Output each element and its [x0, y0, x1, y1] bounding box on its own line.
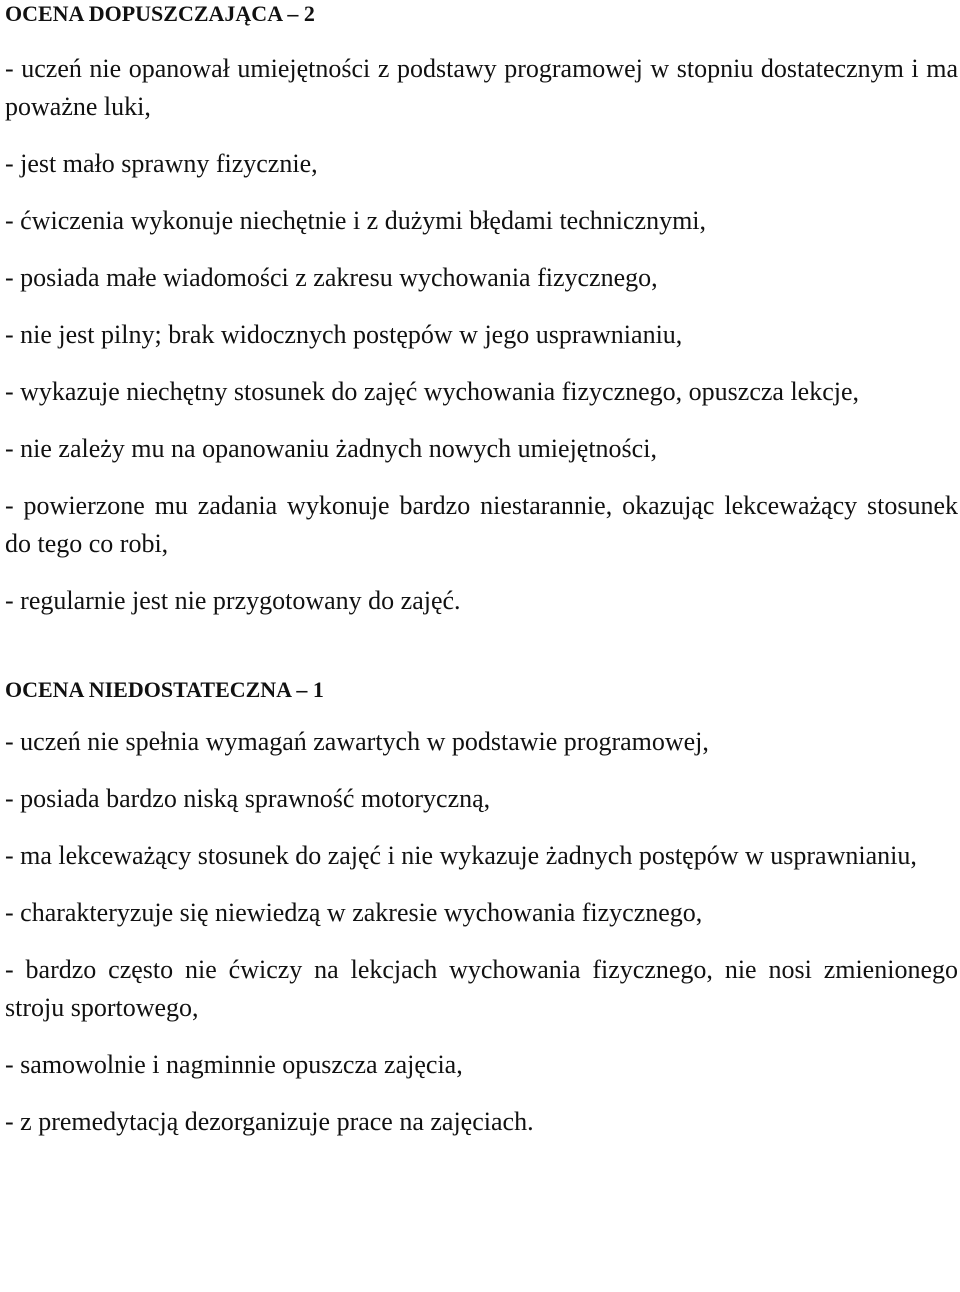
list-item: - wykazuje niechętny stosunek do zajęć wychowania fizycznego, opuszcza lekcje,: [5, 377, 860, 406]
list-item: - regularnie jest nie przygotowany do zajęć.: [5, 586, 461, 615]
list-item: - jest mało sprawny fizycznie,: [5, 149, 318, 178]
section-title-dopuszczajaca: OCENA DOPUSZCZAJĄCA – 2: [5, 1, 315, 26]
list-item: - charakteryzuje się niewiedzą w zakresie wychowania fizycznego,: [5, 898, 703, 927]
list-item: - nie jest pilny; brak widocznych postępów w jego usprawnianiu,: [5, 320, 683, 349]
criteria-list-niedostateczna: [5, 723, 958, 1141]
list-item: - uczeń nie spełnia wymagań zawartych w podstawie programowej,: [5, 727, 709, 756]
list-item: - samowolnie i nagminnie opuszcza zajęcia,: [5, 1050, 463, 1079]
list-item: - z premedytacją dezorganizuje prace na zajęciach.: [5, 1107, 534, 1136]
list-item: - ćwiczenia wykonuje niechętnie i z dużymi błędami technicznymi,: [5, 206, 707, 235]
list-item: - posiada małe wiadomości z zakresu wychowania fizycznego,: [5, 263, 658, 292]
list-item: - bardzo często nie ćwiczy na lekcjach wychowania fizycznego, nie nosi zmienionego stroju sportowego,: [5, 955, 958, 1022]
list-item: - posiada bardzo niską sprawność motoryczną,: [5, 784, 491, 813]
list-item: - uczeń nie opanował umiejętności z podstawy programowej w stopniu dostatecznym i ma poważne luki,: [5, 54, 958, 121]
list-item: - ma lekceważący stosunek do zajęć i nie wykazuje żadnych postępów w usprawnianiu,: [5, 841, 917, 870]
list-item: - nie zależy mu na opanowaniu żadnych nowych umiejętności,: [5, 434, 657, 463]
document-page: [5, 0, 958, 1160]
list-item: - powierzone mu zadania wykonuje bardzo niestarannie, okazując lekceważący stosunek do tego co robi,: [5, 491, 958, 558]
criteria-list-dopuszczajaca: [5, 50, 958, 620]
section-title-niedostateczna: OCENA NIEDOSTATECZNA – 1: [5, 677, 324, 702]
